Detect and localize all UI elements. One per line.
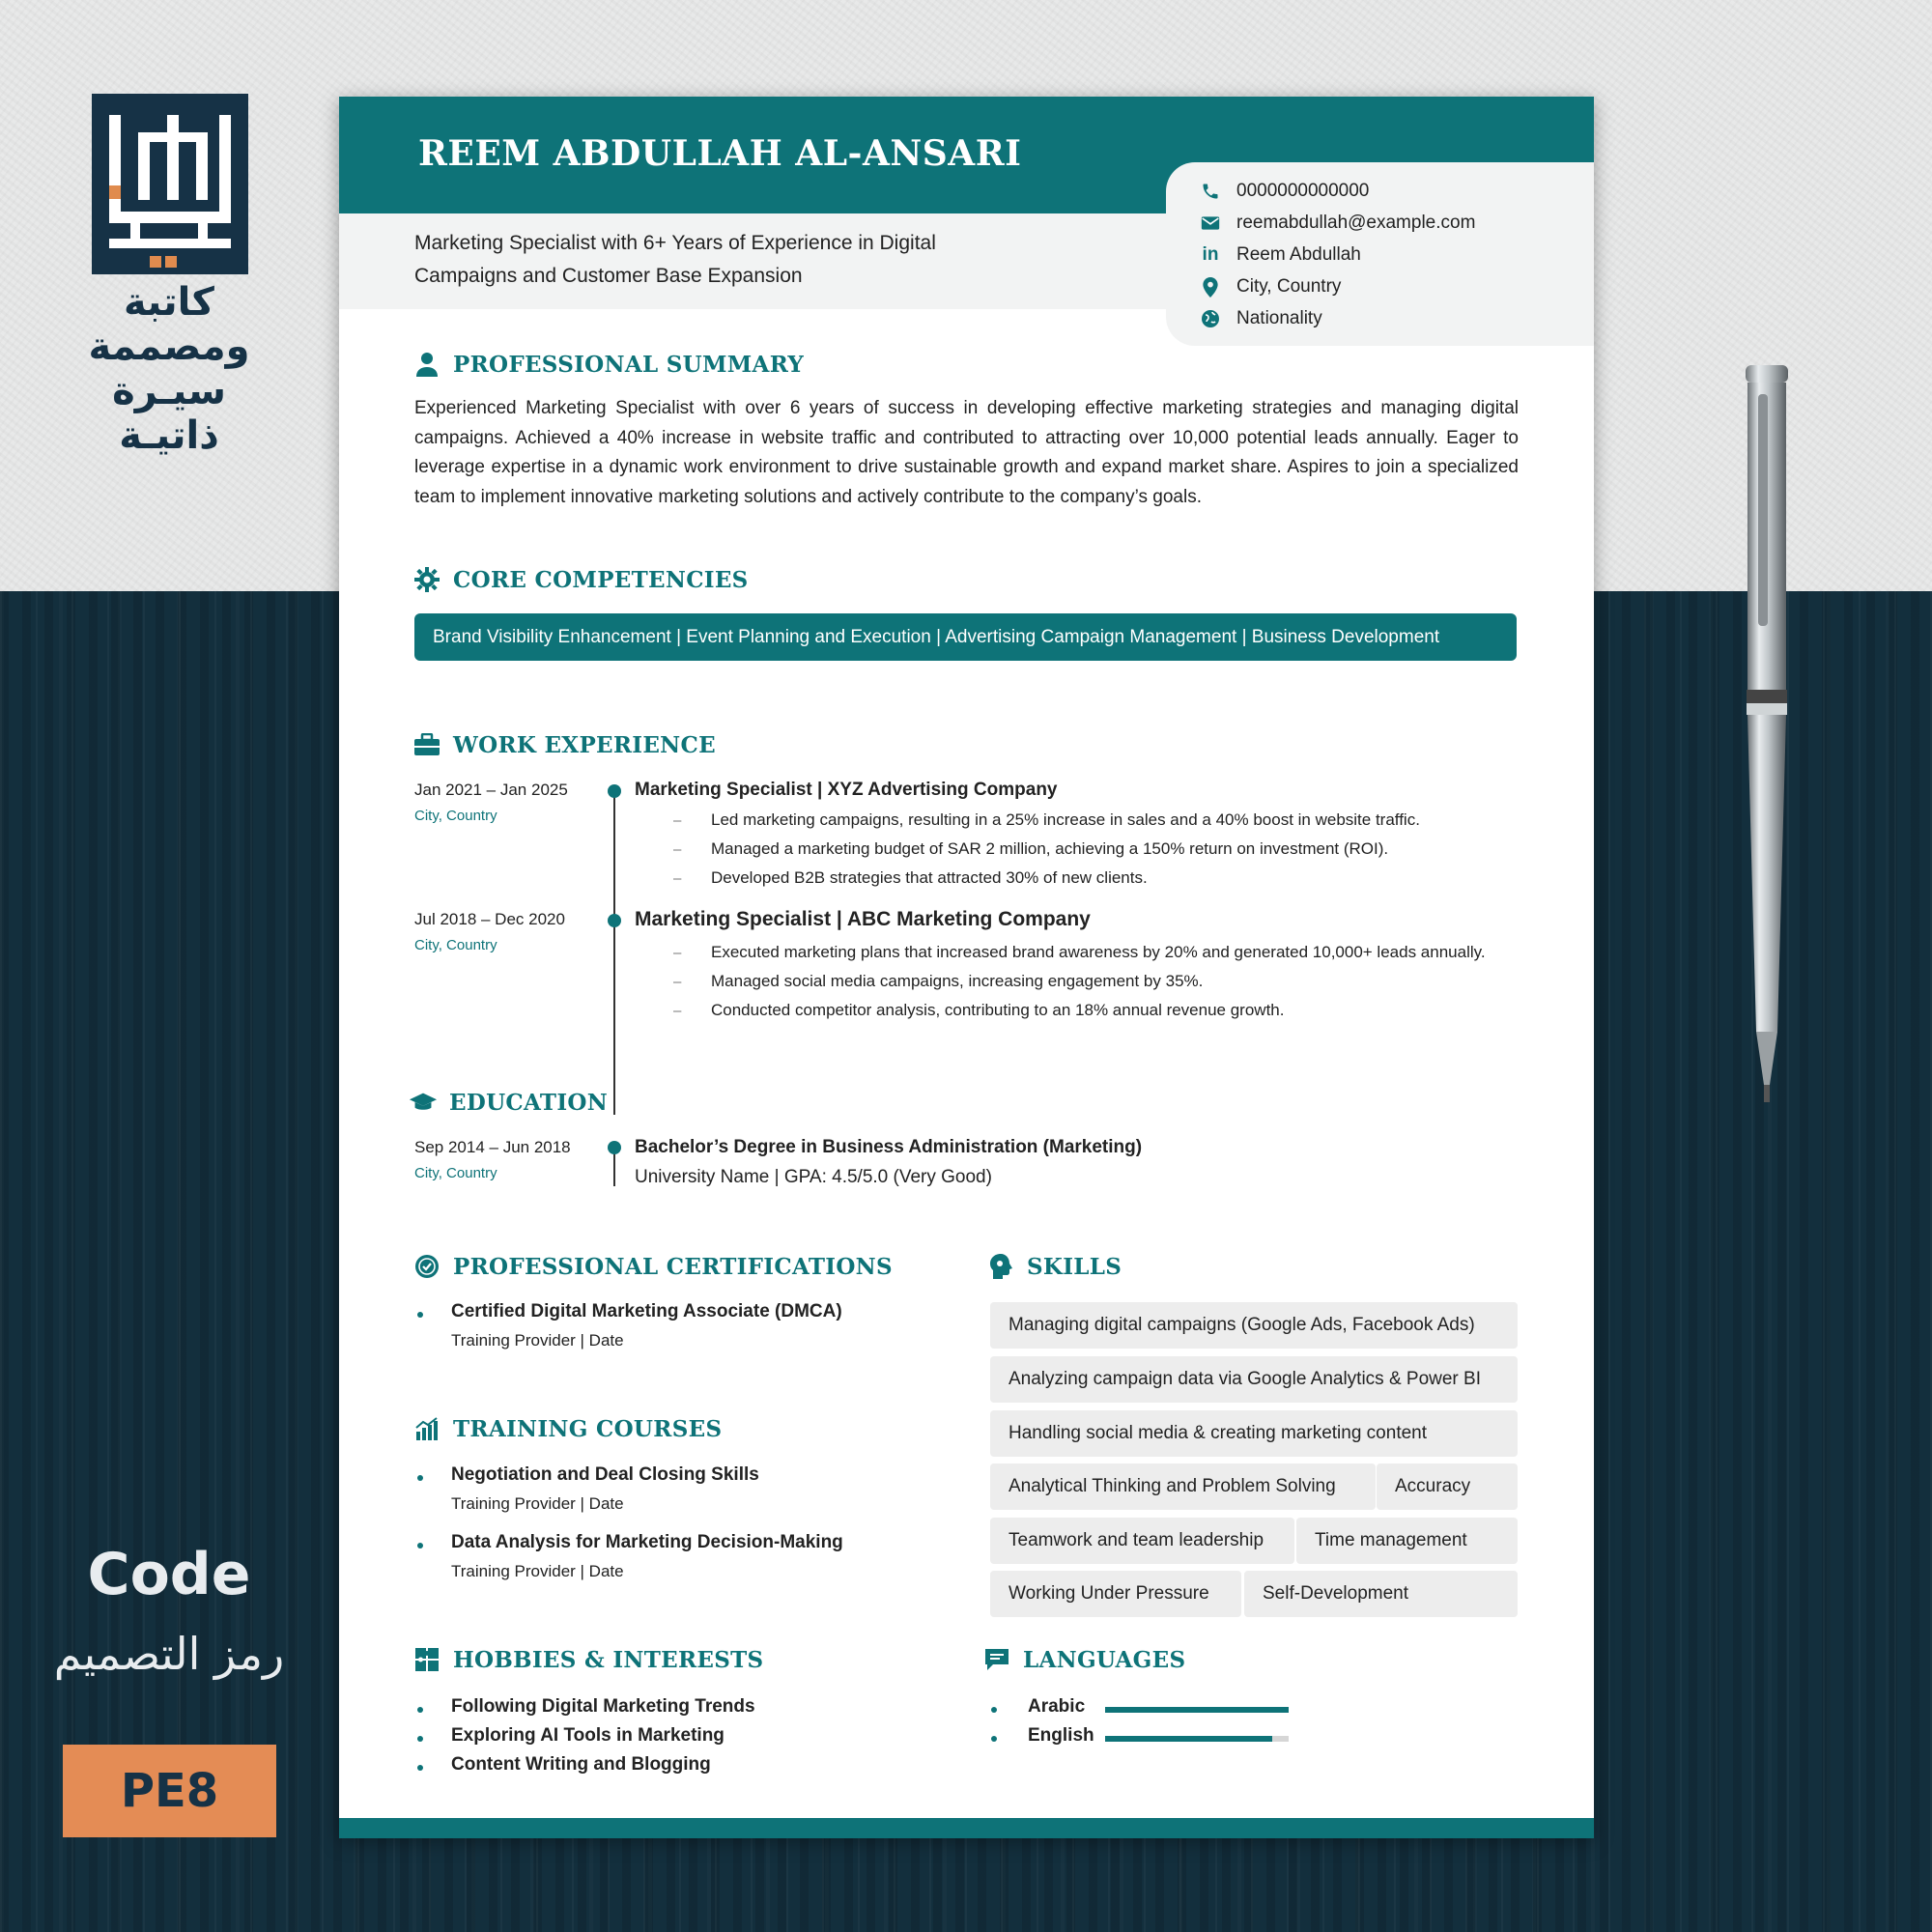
timeline-dot <box>608 914 621 927</box>
chat-bubble-icon <box>982 1645 1011 1674</box>
language-level-bar <box>1105 1736 1272 1742</box>
section-skills: SKILLS <box>986 1252 1122 1281</box>
competencies-bar: Brand Visibility Enhancement | Event Planning and Execution | Advertising Campaign Management | Business Development <box>414 613 1517 661</box>
section-experience: WORK EXPERIENCE <box>412 730 716 759</box>
candidate-name: REEM ABDULLAH AL-ANSARI <box>418 133 1022 174</box>
skill-chip: Accuracy <box>1377 1463 1518 1510</box>
code-label-arabic: رمز التصميم <box>53 1628 285 1680</box>
email-icon <box>1200 213 1221 234</box>
section-training: TRAINING COURSES <box>412 1414 722 1443</box>
puzzle-icon <box>412 1645 441 1674</box>
badge-check-icon <box>412 1252 441 1281</box>
contact-linkedin: in Reem Abdullah <box>1200 241 1361 270</box>
contact-panel <box>1166 162 1594 346</box>
graduation-cap-icon <box>409 1088 438 1117</box>
footer-band <box>339 1818 1594 1838</box>
person-icon <box>412 350 441 379</box>
skill-chip: Working Under Pressure <box>990 1571 1241 1617</box>
candidate-subtitle: Marketing Specialist with 6+ Years of Experience in Digital Campaigns and Customer Base Expansion <box>414 232 936 287</box>
experience-timeline <box>613 788 615 1115</box>
section-certifications: PROFESSIONAL CERTIFICATIONS <box>412 1252 893 1281</box>
growth-chart-icon <box>412 1414 441 1443</box>
timeline-dot <box>608 784 621 798</box>
skill-chip: Handling social media & creating marketing content <box>990 1410 1518 1457</box>
brain-head-icon <box>986 1252 1015 1281</box>
phone-icon <box>1200 181 1221 202</box>
summary-text: Experienced Marketing Specialist with over 6 years of success in developing effective marketing strategies and managing digital campaigns. Achieved a 40% increase in website traffic and contributed to attracting over 10,000 potential leads annually. Eager to leverage expertise in a dynamic work environment to drive sustainable growth and expand market share. Aspires to join a specialized team to implement innovative marketing solutions and actively contribute to the company’s goals. <box>414 398 1519 507</box>
skill-chip: Analytical Thinking and Problem Solving <box>990 1463 1376 1510</box>
design-code-badge: PE8 <box>63 1745 276 1837</box>
skill-chip: Time management <box>1296 1518 1518 1564</box>
brand-logo <box>92 94 248 274</box>
contact-location: City, Country <box>1200 272 1341 301</box>
section-hobbies: HOBBIES & INTERESTS <box>412 1645 763 1674</box>
timeline-dot <box>608 1141 621 1154</box>
logo-caption: كاتبة ومصممة سيـرة ذاتيـة <box>88 280 250 458</box>
linkedin-icon: in <box>1202 244 1219 265</box>
section-summary: PROFESSIONAL SUMMARY <box>412 350 804 379</box>
section-education: EDUCATION <box>409 1088 608 1117</box>
skill-chip: Self-Development <box>1244 1571 1518 1617</box>
section-competencies: CORE COMPETENCIES <box>412 565 749 594</box>
skill-chip: Analyzing campaign data via Google Analytics & Power BI <box>990 1356 1518 1403</box>
skill-chip: Managing digital campaigns (Google Ads, Facebook Ads) <box>990 1302 1518 1349</box>
code-label: Code <box>87 1541 251 1608</box>
skill-chip: Teamwork and team leadership <box>990 1518 1294 1564</box>
language-level-bar <box>1105 1707 1289 1713</box>
pen-image <box>1743 365 1791 1104</box>
gear-icon <box>412 565 441 594</box>
globe-icon <box>1200 308 1221 329</box>
briefcase-icon <box>412 730 441 759</box>
contact-phone: 0000000000000 <box>1200 177 1369 206</box>
location-icon <box>1200 276 1221 298</box>
contact-nationality: Nationality <box>1200 304 1322 333</box>
section-languages: LANGUAGES <box>982 1645 1185 1674</box>
resume-page: REEM ABDULLAH AL-ANSARI Marketing Specialist with 6+ Years of Experience in Digital Campaigns and Customer Base Expansion 0000000000000 reemabdullah@example.com in Reem Abdullah City, Country Nationality PROFESSIONAL SUMMARY Experienced Marketing Specialist with over 6 years of success in developing effective marketing strategies and managing digital campaigns. Achieved a 40% increase in website traffic and contributed to attracting over 10,000 potential leads annually. Eager to leverage expertise in a dynamic work environment to drive sustainable growth and expand market share. Aspires to join a specialized team to implement innovative marketing solutions and actively contribute to the company’s goals. CORE COMPETENCIES Brand Visibility Enhancement | Event Planning and Execution | Advertising Campaign Management | Business Development WORK EXPERIENCE Jan 2021 – Jan 2025 City, Country Marketing Specialist | XYZ Advertising Company – Led marketing campaigns, resulting in a 25% increase in sales and a 40% boost in website traffic. – Managed a marketing budget of SAR 2 million, achieving a 150% return on investment (ROI). – Developed B2B strategies that attracted 30% of new clients. Jul 2018 – Dec 2020 City, Country Marketing Specialist | ABC Marketing Company – Executed marketing plans that increased brand awareness by 20% and generated 10,000+ leads annually. – Managed social media campaigns, increasing engagement by 35%. – Conducted competitor analysis, contributing to an 18% annual revenue growth. EDUCATION Sep 2014 – Jun 2018 City, Country Bachelor’s Degree in Business Administration (Marketing) University Name | GPA: 4.5/5.0 (Very Good) PROFESSIONAL CERTIFICATIONS Certified Digital Marketing Associate (DMCA) Training Provider | Date TRAINING COURSES Negotiation and Deal Closing Skills Training Provider | Date Data Analysis for Marketing Decision-Making Training Provider | Date HOBBIES & INTERESTS Following Digital Marketing Trends Exploring AI Tools in Marketing Content Writing and Blogging SKILLS Managing digital campaigns (Google Ads, Facebook Ads) Analyzing campaign data via Google Analytics & Power BI Handling social media & creating marketing content Analytical Thinking and Problem Solving Accuracy Teamwork and team leadership Time management Working Under Pressure Self-Development LANGUAGES Arabic English <box>339 97 1594 1838</box>
contact-email: reemabdullah@example.com <box>1200 209 1475 238</box>
